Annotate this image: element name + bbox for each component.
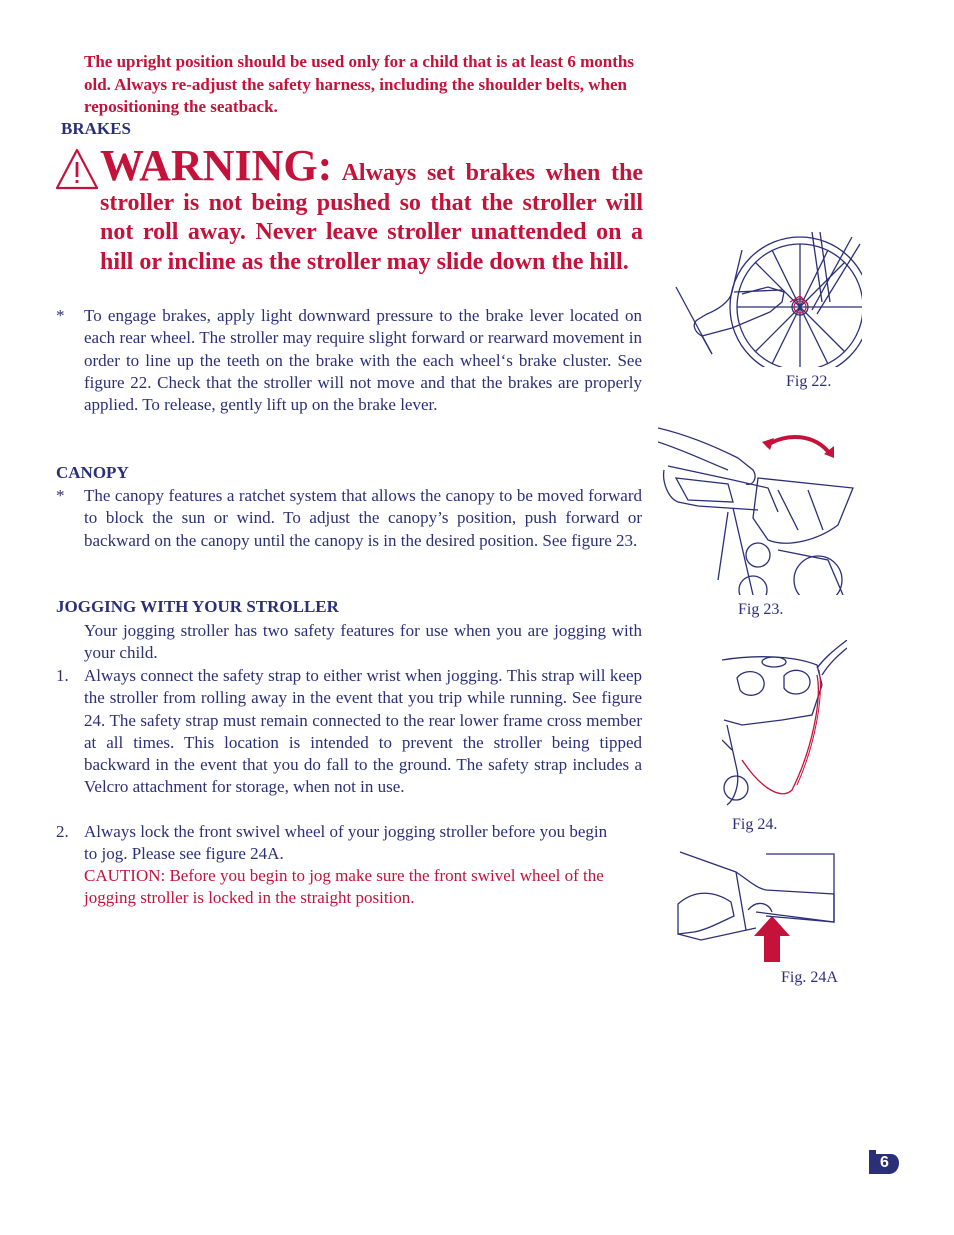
jogging-item-1-text: Always connect the safety strap to either wrist when jogging. This strap will keep the stroller from rolling away in the event that you trip while running. See figure 24. The safety strap must remain connected to the rear lower frame cross member at all times. This location is intended to prevent the stroller being tipped backward in the event that you do fall to the ground. The safety strap includes a Velcro attachment for storage, when not in use. bbox=[84, 666, 642, 797]
page-number-badge bbox=[869, 1150, 899, 1176]
intro-warning-text: The upright position should be used only for a child that is at least 6 months old. Always re-adjust the safety harness, including the shoulder belts, when repositioning the seatback. bbox=[84, 52, 634, 116]
figure-24-caption: Fig 24. bbox=[732, 816, 778, 833]
warning-triangle-icon bbox=[55, 148, 99, 190]
jogging-intro: Your jogging stroller has two safety features for use when you are jogging with your child. bbox=[84, 621, 642, 663]
jogging-item-2-number: 2. bbox=[56, 822, 69, 841]
figure-24-illustration bbox=[722, 640, 847, 808]
figure-22-caption: Fig 22. bbox=[786, 373, 832, 390]
canopy-body: The canopy features a ratchet system that allows the canopy to be moved forward to block the sun or wind. To adjust the canopy’s position, push forward or backward on the canopy until the canopy is in the desired position. See figure 23. bbox=[84, 486, 642, 550]
canopy-bullet: * bbox=[56, 486, 65, 505]
jogging-caution: CAUTION: Before you begin to jog make sure the front swivel wheel of the jogging stroller is locked in the straight position. bbox=[84, 866, 604, 908]
jogging-item-1-number: 1. bbox=[56, 666, 69, 685]
figure-23-illustration bbox=[658, 420, 863, 595]
jogging-item-2-text: Always lock the front swivel wheel of your jogging stroller before you begin to jog. Please see figure 24A. bbox=[84, 822, 608, 864]
brakes-body: To engage brakes, apply light downward pressure to the brake lever located on each rear wheel. The stroller may require slight forward or rearward movement in order to line up the teeth on the brake with the each wheel‘s brake cluster. See figure 22. Check that the stroller will not move and that the brakes are properly applied. To release, gently lift up on the brake lever. bbox=[84, 306, 642, 415]
page-number: 6 bbox=[880, 1154, 889, 1171]
figure-24a-illustration bbox=[676, 850, 838, 965]
figure-24a-caption: Fig. 24A bbox=[781, 969, 838, 986]
warning-text: Always set brakes when the stroller is not being pushed so that the stroller will not roll away. Never leave stroller unattended on a hill or incline as the stroller may slide down the hill. bbox=[100, 160, 643, 275]
figure-22-illustration bbox=[672, 232, 862, 367]
brakes-warning bbox=[100, 141, 643, 277]
warning-word: WARNING: bbox=[100, 141, 333, 190]
brakes-bullet: * bbox=[56, 306, 65, 325]
brakes-heading: BRAKES bbox=[61, 119, 131, 138]
jogging-heading: JOGGING WITH YOUR STROLLER bbox=[56, 597, 339, 616]
figure-23-caption: Fig 23. bbox=[738, 601, 784, 618]
canopy-heading: CANOPY bbox=[56, 463, 129, 482]
